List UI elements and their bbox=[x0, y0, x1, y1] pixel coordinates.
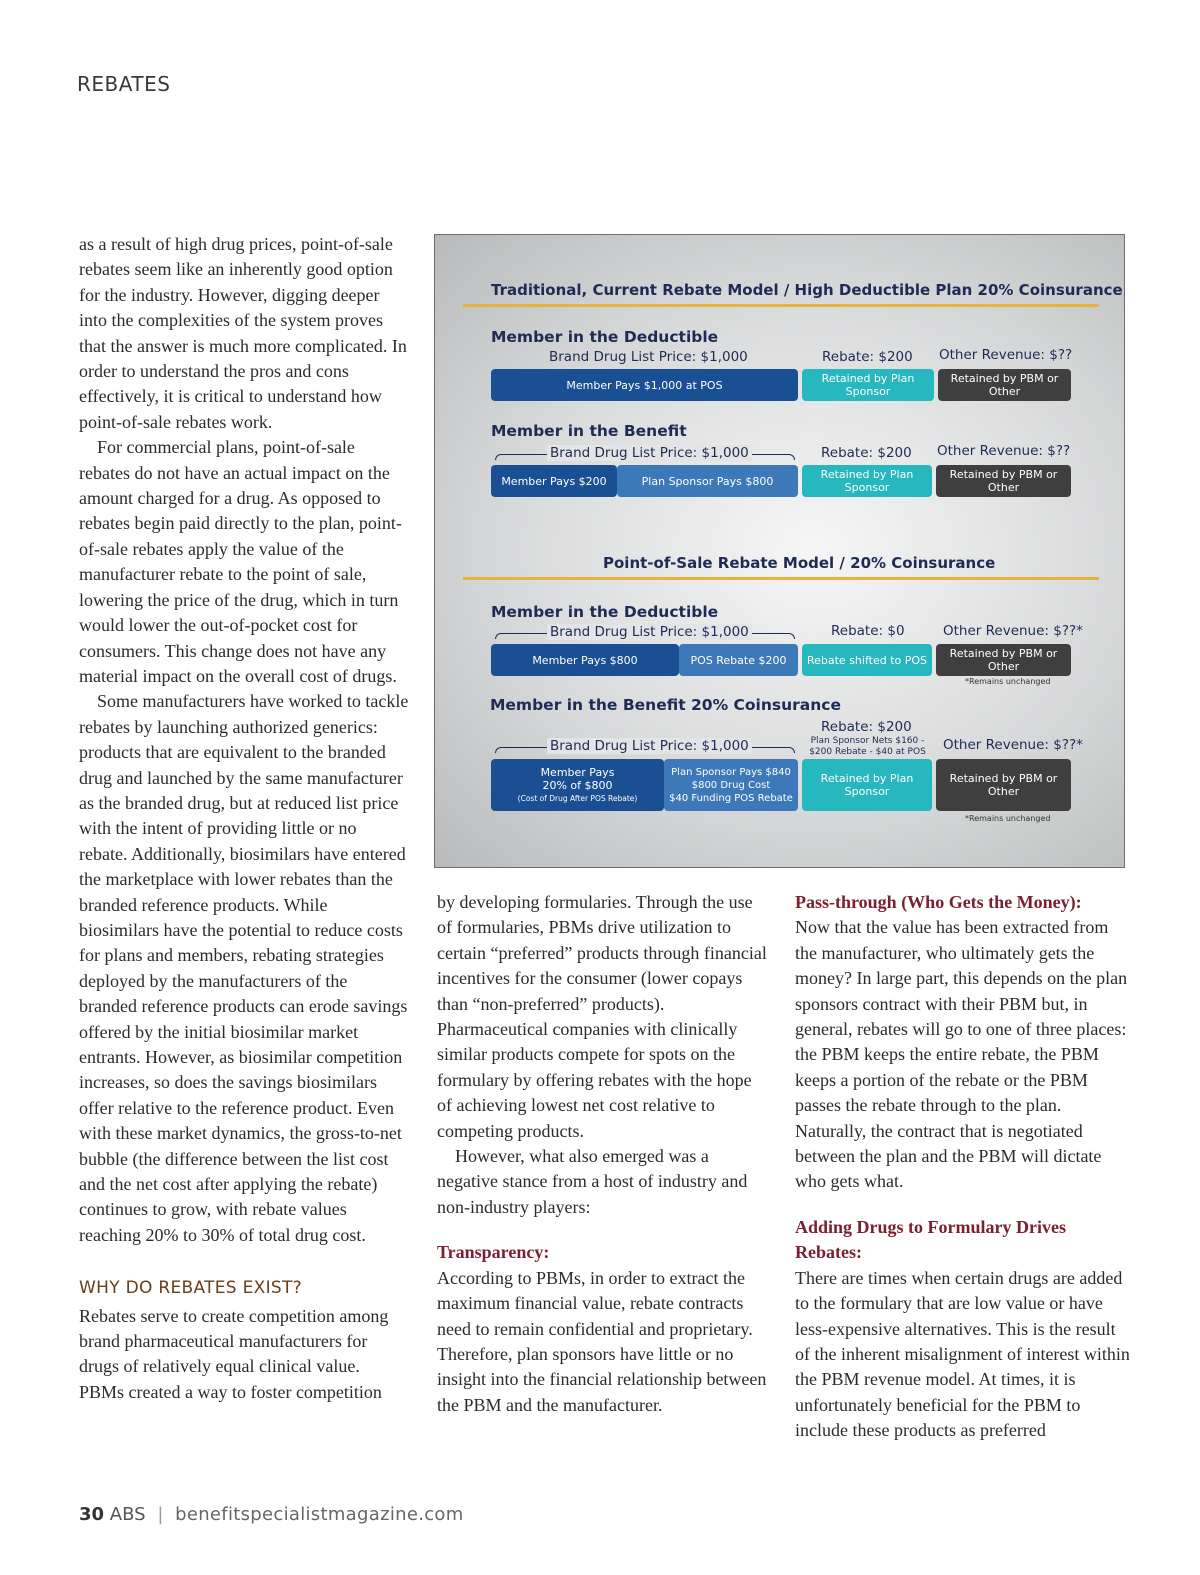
rebate-label: Rebate: $200 bbox=[821, 445, 912, 461]
pbm-other-bar: Retained by PBM or Other bbox=[936, 759, 1071, 811]
list-price-label: Brand Drug List Price: $1,000 bbox=[547, 738, 752, 754]
text-column-1 bbox=[79, 232, 409, 1405]
rebate-detail-line: $200 Rebate - $40 at POS bbox=[809, 747, 926, 757]
plan-sponsor-pays-bar: Plan Sponsor Pays $800 bbox=[617, 465, 798, 497]
text-column-2 bbox=[437, 890, 767, 1418]
pbm-other-bar: Retained by PBM or Other bbox=[938, 369, 1071, 401]
member-pays-bar bbox=[491, 759, 664, 811]
paragraph: as a result of high drug prices, point-of-sale rebates seem like an inherently good option for the industry. However, digging deeper into the complexities of the system proves that the answer is much more complicated. In order to understand the pros and cons effectively, it is critical to understand how point-of-sale rebates work. bbox=[79, 234, 407, 432]
spacer bbox=[437, 1220, 767, 1240]
plan-sponsor-bar: Retained by Plan Sponsor bbox=[802, 465, 932, 497]
paragraph: According to PBMs, in order to extract the maximum financial value, rebate contracts need to remain confidential and proprietary. Therefore, plan sponsors have little or no insight into the financial relationship between the PBM and the manufacturer. bbox=[437, 1267, 767, 1415]
bar-line: Plan Sponsor Pays $840 bbox=[671, 766, 791, 778]
remains-unchanged-note: *Remains unchanged bbox=[965, 677, 1051, 686]
section-label: REBATES bbox=[77, 72, 171, 96]
list-price-label: Brand Drug List Price: $1,000 bbox=[549, 349, 748, 365]
title-underline bbox=[463, 304, 1099, 307]
pos-rebate-bar: POS Rebate $200 bbox=[679, 644, 798, 676]
bar-line: Member Pays bbox=[540, 765, 615, 779]
section-heading: WHY DO REBATES EXIST? bbox=[79, 1278, 302, 1299]
section-heading-deductible: Member in the Deductible bbox=[491, 603, 719, 621]
plan-sponsor-pays-bar bbox=[664, 759, 798, 811]
list-price-label: Brand Drug List Price: $1,000 bbox=[547, 624, 752, 640]
other-revenue-label: Other Revenue: $?? bbox=[939, 347, 1073, 363]
rebate-shifted-bar: Rebate shifted to POS bbox=[802, 644, 932, 676]
section-heading-deductible: Member in the Deductible bbox=[491, 328, 719, 346]
paragraph: Some manufacturers have worked to tackle rebates by launching authorized generics: products that are equivalent to the branded drug and launched by the same manufacturer as the branded drug, but at reduced list price with the intent of providing little or no rebate. Additionally, biosimilars have entered the marketplace with lower rebates than the branded reference products. While biosimilars have the potential to reduce costs for plans and members, rebating strategies deployed by the manufacturers of the branded reference products can erode savings offered by the initial biosimilar market entrants. However, as biosimilar competition increases, so does the savings biosimilars offer relative to the reference product. Even with these market dynamics, the gross-to-net bubble (the difference between the list cost and the net cost after applying the rebate) continues to grow, with rebate values reaching 20% to 30% of total drug cost. bbox=[79, 691, 409, 1245]
text-column-3 bbox=[795, 890, 1130, 1444]
figure-title-pos: Point-of-Sale Rebate Model / 20% Coinsurance bbox=[603, 554, 996, 572]
subsection-heading: Pass-through (Who Gets the Money): bbox=[795, 892, 1082, 912]
rebate-detail bbox=[805, 736, 930, 758]
subsection-heading: Adding Drugs to Formulary Drives Rebates: bbox=[795, 1216, 1066, 1263]
other-revenue-label: Other Revenue: $??* bbox=[943, 737, 1083, 753]
member-pays-bar: Member Pays $800 bbox=[491, 644, 679, 676]
pbm-other-bar: Retained by PBM or Other bbox=[936, 465, 1071, 497]
page-number: 30 bbox=[79, 1504, 105, 1525]
section-heading-benefit: Member in the Benefit bbox=[491, 422, 687, 440]
rebate-detail-line: Plan Sponsor Nets $160 - bbox=[810, 736, 925, 746]
paragraph: by developing formularies. Through the use of formularies, PBMs drive utilization to certain “preferred” products through financial incentives for the consumer (lower copays than “non-preferred” products). Pharmaceutical companies with clinically similar products compete for spots on the formulary by offering rebates with the hope of achieving lowest net cost relative to competing products. bbox=[437, 892, 767, 1141]
paragraph: There are times when certain drugs are added to the formulary that are low value or have less-expensive alternatives. This is the result of the inherent misalignment of interest within the PBM revenue model. At times, it is unfortunately beneficial for the PBM to include these products as preferred bbox=[795, 1267, 1130, 1441]
paragraph: Rebates serve to create competition among brand pharmaceutical manufacturers for drugs of relatively equal clinical value. PBMs created a way to foster competition bbox=[79, 1305, 389, 1402]
rebate-label: Rebate: $200 bbox=[822, 349, 913, 365]
other-revenue-label: Other Revenue: $?? bbox=[937, 443, 1071, 459]
publication-abbrev: ABS bbox=[109, 1504, 146, 1525]
pbm-other-bar: Retained by PBM or Other bbox=[936, 644, 1071, 676]
rebate-label: Rebate: $200 bbox=[821, 719, 912, 735]
section-heading-benefit-coinsurance: Member in the Benefit 20% Coinsurance bbox=[490, 696, 841, 714]
remains-unchanged-note: *Remains unchanged bbox=[965, 814, 1051, 823]
rebate-model-infographic bbox=[434, 234, 1125, 868]
plan-sponsor-bar: Retained by Plan Sponsor bbox=[802, 759, 932, 811]
website-url: benefitspecialistmagazine.com bbox=[175, 1504, 464, 1525]
member-pays-bar: Member Pays $200 bbox=[491, 465, 617, 497]
bar-line: 20% of $800 bbox=[542, 778, 613, 792]
subsection-heading: Transparency: bbox=[437, 1242, 550, 1263]
paragraph: However, what also emerged was a negative stance from a host of industry and non-industry players: bbox=[437, 1146, 748, 1217]
spacer bbox=[795, 1195, 1130, 1215]
title-underline bbox=[463, 577, 1099, 580]
other-revenue-label: Other Revenue: $??* bbox=[943, 623, 1083, 639]
member-pays-bar: Member Pays $1,000 at POS bbox=[491, 369, 798, 401]
list-price-label: Brand Drug List Price: $1,000 bbox=[547, 445, 752, 461]
plan-sponsor-bar: Retained by Plan Sponsor bbox=[802, 369, 934, 401]
bar-line: (Cost of Drug After POS Rebate) bbox=[517, 793, 638, 803]
paragraph: Now that the value has been extracted from the manufacturer, who ultimately gets the money? In large part, this depends on the plan sponsors contract with their PBM but, in general, rebates will go to one of three places: the PBM keeps the entire rebate, the PBM keeps a portion of the rebate or the PBM passes the rebate through to the plan. Naturally, the contract that is negotiated between the plan and the PBM will dictate who gets what. bbox=[795, 917, 1128, 1192]
bar-line: $800 Drug Cost bbox=[691, 779, 771, 791]
figure-title-traditional: Traditional, Current Rebate Model / High Deductible Plan 20% Coinsurance bbox=[491, 281, 1123, 299]
paragraph: For commercial plans, point-of-sale rebates do not have an actual impact on the amount charged for a drug. As opposed to rebates begin paid directly to the plan, point-of-sale rebates apply the value of the manufacturer rebate to the point of sale, lowering the price of the drug, which in turn would lower the out-of-pocket cost for consumers. This change does not have any material impact on the overall cost of drugs. bbox=[79, 437, 402, 686]
rebate-label: Rebate: $0 bbox=[831, 623, 905, 639]
bar-line: $40 Funding POS Rebate bbox=[669, 792, 793, 804]
page-footer bbox=[79, 1504, 464, 1525]
footer-separator: | bbox=[157, 1504, 164, 1525]
